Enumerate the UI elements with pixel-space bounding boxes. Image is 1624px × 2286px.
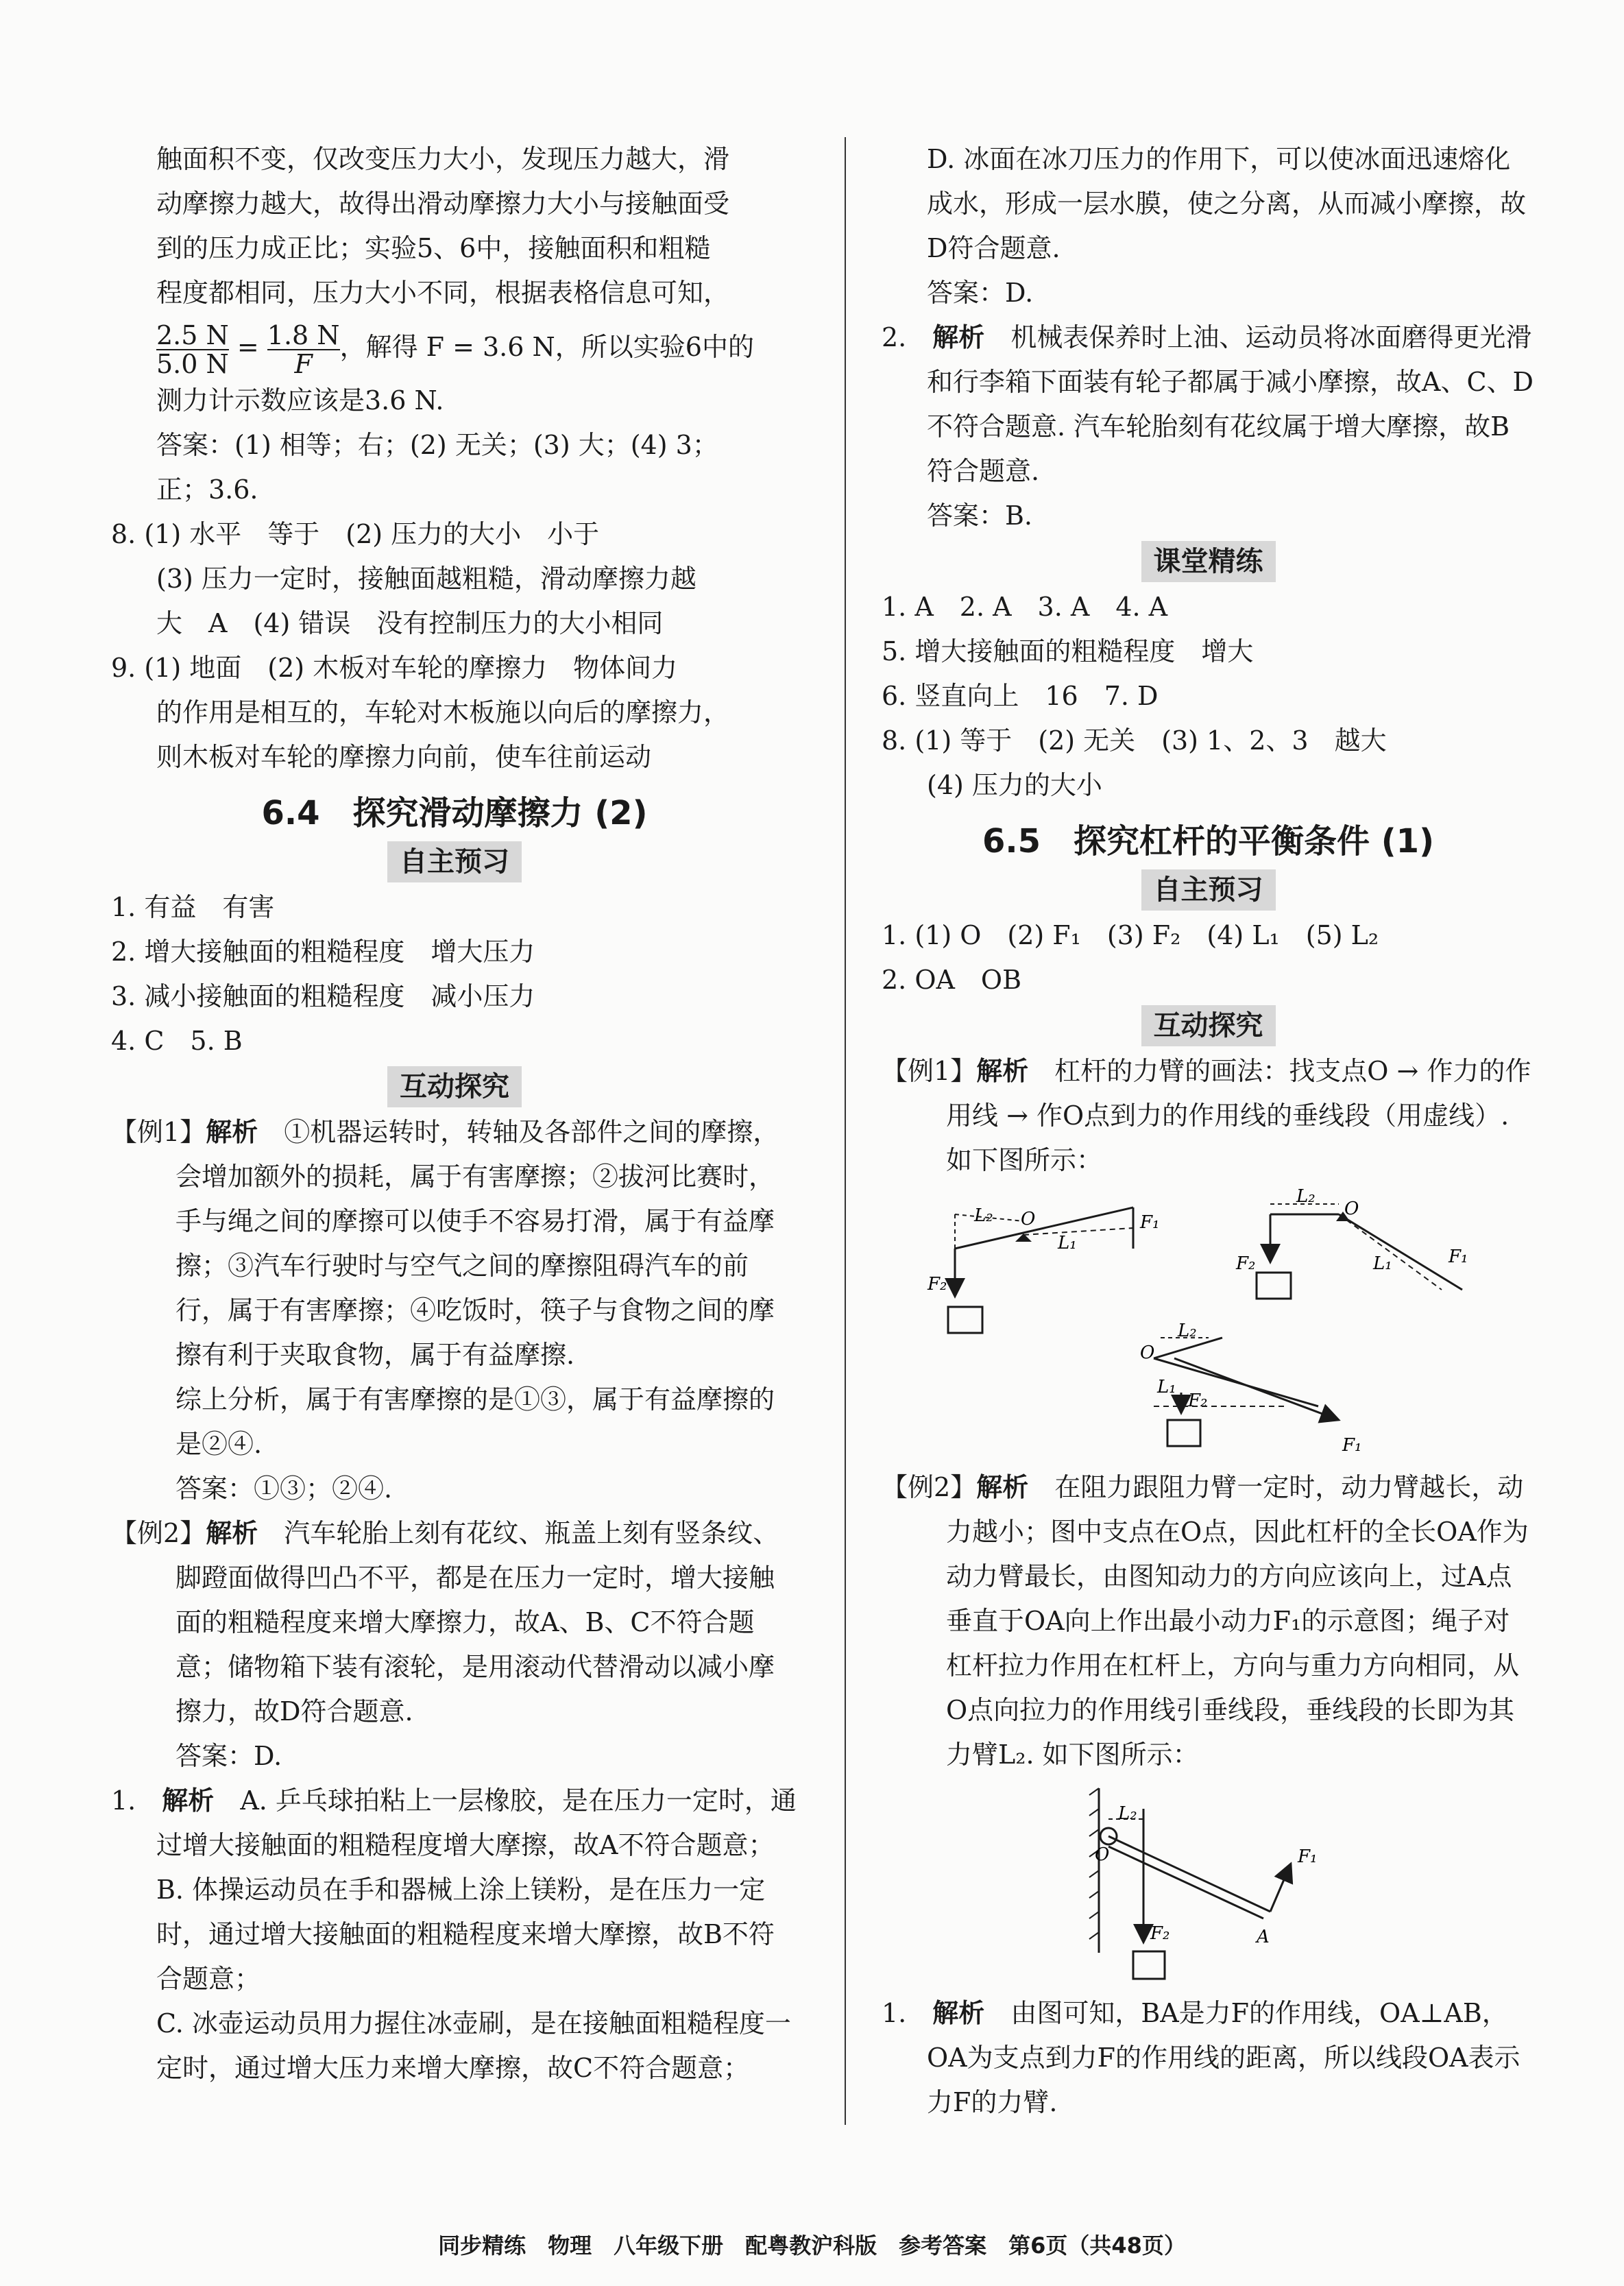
label-O: O (1020, 1209, 1035, 1229)
section-title-6-5: 6.5 探究杠杆的平衡条件 (1) (982, 822, 1435, 861)
label-L2: L₂ (973, 1205, 993, 1226)
label-L2: L₂ (1177, 1321, 1197, 1341)
label-A: A (1256, 1927, 1270, 1947)
text-line: 动摩擦力越大，故得出滑动摩擦力大小与接触面受 (156, 189, 730, 219)
practice-1-d: D. 冰面在冰刀压力的作用下，可以使冰面迅速熔化成水，形成一层水膜，使之分离，从而减小摩擦，故D符合题意. (927, 144, 1527, 263)
practice-1-answer: 答案：D. (927, 278, 1034, 308)
text-line: 测力计示数应该是3.6 N. (156, 385, 444, 416)
example-2: 【例2】解析 在阻力跟阻力臂一定时，动力臂越长，动力越小；图中支点在O点，因此杠杆的全长OA作为动力臂最长，由图知动力的方向应该向上，过A点垂直于OA向上作出最小动力F₁的示意图；绳子对杠杆拉力作用在杠杆上，方向与重力方向相同，从O点向拉力的作用线引垂线段，垂线段的长即为其力臂L₂. 如下图所示： (882, 1472, 1529, 1770)
label-L2: L₂ (1117, 1803, 1137, 1824)
question-8-line: (3) 压力一定时，接触面越粗糙，滑动摩擦力越 (156, 564, 696, 594)
list-item: 1. (1) O (2) F₁ (3) F₂ (4) L₁ (5) L₂ (882, 920, 1379, 950)
list-item: 2. OA OB (882, 965, 1022, 995)
lever-diagrams (900, 1187, 1517, 1461)
list-item: 2. 增大接触面的粗糙程度 增大压力 (111, 937, 535, 967)
list-item: (4) 压力的大小 (927, 770, 1102, 800)
label-O: O (1094, 1844, 1109, 1865)
question-1: 1. 解析 由图可知，BA是力F的作用线，OA⊥AB，OA为支点到力F的作用线的距离，所以线段OA表示力F的力臂. (882, 1998, 1520, 2117)
label-O: O (1344, 1199, 1359, 1219)
label-L1: L₁ (1372, 1253, 1392, 1274)
label-F2: F₂ (927, 1274, 947, 1295)
left-column (111, 137, 798, 2091)
question-9-line: 则木板对车轮的摩擦力向前，使车往前运动 (156, 742, 652, 772)
right-column (845, 137, 1535, 2125)
label-F1: F₁ (1297, 1846, 1317, 1867)
list-item: 5. 增大接触面的粗糙程度 增大 (882, 636, 1254, 666)
text-line: 到的压力成正比；实验5、6中，接触面积和粗糙 (156, 233, 711, 263)
lever-diagram-4 (1065, 1781, 1353, 1987)
example-2: 【例2】解析 汽车轮胎上刻有花纹、瓶盖上刻有竖条纹、脚蹬面做得凹凸不平，都是在压力一定时，增大接触面的粗糙程度来增大摩擦力，故A、B、C不符合题意；储物箱下装有滚轮，是用滚动代替滑动以减小摩擦力，故D符合题意. (111, 1518, 779, 1726)
practice-2-answer: 答案：B. (927, 501, 1033, 531)
label-O: O (1139, 1343, 1154, 1363)
fraction-2: $\frac{1.8 N}{F}$ (267, 320, 340, 379)
page-footer: 同步精练 物理 八年级下册 配粤教沪科版 参考答案 第6页（共48页） (438, 2233, 1186, 2259)
lever-diagram-2 (1257, 1204, 1462, 1299)
text-line: 程度都相同，压力大小不同，根据表格信息可知， (156, 278, 730, 308)
practice-1-c: C. 冰壶运动员用力握住冰壶刷，是在接触面粗糙程度一定时，通过增大压力来增大摩擦，故C不符合题意； (156, 2008, 791, 2083)
example-1-answer: 答案：①③；②④. (175, 1473, 393, 1504)
list-item: 1. A 2. A 3. A 4. A (882, 592, 1168, 622)
equation-line: $\frac{2.5 N}{5.0 N}$ = $\frac{1.8 N}{F}$ ，解得 F = 3.6 N，所以实验6中的 (156, 320, 754, 379)
practice-2: 2. 解析 机械表保养时上油、运动员将冰面磨得更光滑和行李箱下面装有轮子都属于减小摩擦，故A、C、D不符合题意. 汽车轮胎刻有花纹属于增大摩擦，故B符合题意. (882, 322, 1534, 486)
example-1: 【例1】解析 ①机器运转时，转轴及各部件之间的摩擦，会增加额外的损耗，属于有害摩擦；②拔河比赛时，手与绳之间的摩擦可以使手不容易打滑，属于有益摩擦；③汽车行驶时与空气之间的摩擦阻碍汽车的前行，属于有害摩擦；④吃饭时，筷子与食物之间的摩擦有利于夹取食物，属于有益摩擦. (111, 1117, 779, 1370)
practice-1-b: B. 体操运动员在手和器械上涂上镁粉，是在压力一定时，通过增大接触面的粗糙程度来增大摩擦，故B不符合题意； (156, 1875, 775, 1994)
label-F2: F₂ (1235, 1253, 1255, 1274)
example-2-answer: 答案：D. (175, 1741, 282, 1771)
question-9: 9. (1) 地面 (2) 木板对车轮的摩擦力 物体间力 (111, 653, 678, 683)
list-item: 4. C 5. B (111, 1026, 243, 1056)
label-F1: F₁ (1139, 1212, 1159, 1233)
list-item: 6. 竖直向上 16 7. D (882, 681, 1159, 711)
answer-line: 答案：(1) 相等；右；(2) 无关；(3) 大；(4) 3； (156, 430, 718, 460)
subheading-ketang: 课堂精练 (1141, 541, 1276, 582)
subheading-hudong: 互动探究 (1141, 1005, 1276, 1046)
text-line: 触面积不变，仅改变压力大小，发现压力越大，滑 (156, 144, 730, 174)
lever-diagram-1 (948, 1207, 1133, 1333)
list-item: 3. 减小接触面的粗糙程度 减小压力 (111, 981, 535, 1011)
question-9-line: 的作用是相互的，车轮对木板施以向后的摩擦力， (156, 697, 730, 727)
label-F1: F₁ (1342, 1435, 1361, 1456)
question-8: 8. (1) 水平 等于 (2) 压力的大小 小于 (111, 519, 600, 549)
practice-1: 1. 解析 A. 乒乓球拍粘上一层橡胶，是在压力一定时，通过增大接触面的粗糙程度增大摩擦，故A不符合题意； (111, 1785, 797, 1860)
subheading-zizhu: 自主预习 (1141, 869, 1276, 911)
label-L1: L₁ (1156, 1377, 1176, 1397)
answer-line: 正；3.6. (156, 474, 258, 505)
label-L2: L₂ (1296, 1187, 1316, 1207)
label-L1: L₁ (1057, 1233, 1077, 1253)
label-F1: F₁ (1448, 1247, 1468, 1267)
subheading-zizhu: 自主预习 (387, 841, 522, 882)
label-F2: F₂ (1150, 1923, 1169, 1944)
question-8-line: 大 A (4) 错误 没有控制压力的大小相同 (156, 608, 664, 638)
lever-diagram-3 (1154, 1338, 1339, 1446)
example-1-summary: 综上分析，属于有害摩擦的是①③，属于有益摩擦的是②④. (175, 1384, 775, 1459)
example-1: 【例1】解析 杠杆的力臂的画法：找支点O → 作力的作用线 → 作O点到力的作用线的垂线段（用虚线）. 如下图所示： (882, 1056, 1531, 1175)
section-title-6-4: 6.4 探究滑动摩擦力 (2) (261, 794, 648, 832)
list-item: 1. 有益 有害 (111, 892, 275, 922)
label-F2: F₂ (1187, 1391, 1207, 1411)
subheading-hudong: 互动探究 (387, 1066, 522, 1107)
list-item: 8. (1) 等于 (2) 无关 (3) 1、2、3 越大 (882, 725, 1387, 756)
fraction-1: $\frac{2.5 N}{5.0 N}$ (156, 320, 229, 379)
